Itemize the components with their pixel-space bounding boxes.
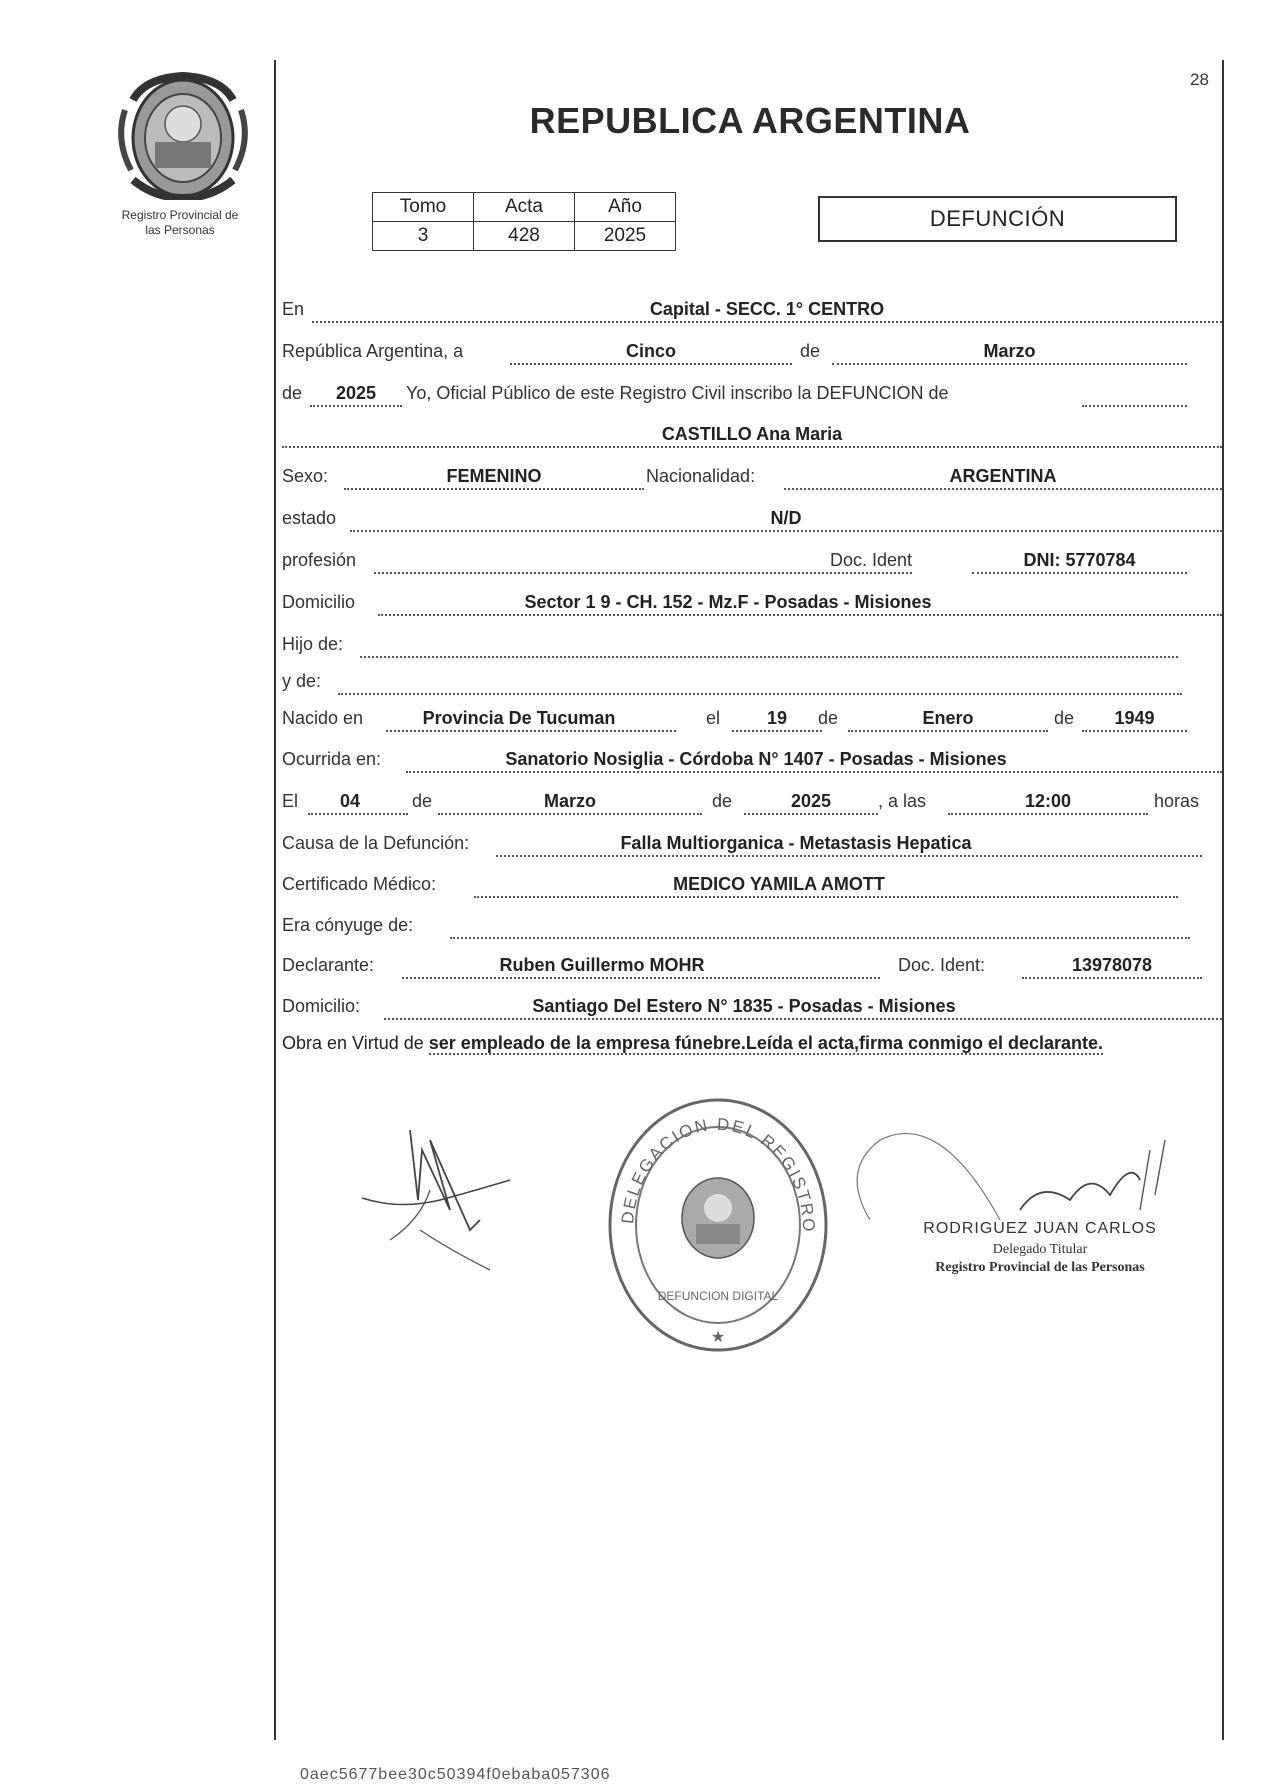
- row-profesion: [282, 546, 1222, 574]
- document-title: REPUBLICA ARGENTINA: [529, 100, 971, 141]
- value-causa: Falla Multiorganica - Metastasis Hepatica: [620, 833, 972, 853]
- registry-value-ano: 2025: [575, 222, 676, 251]
- label-nacionalidad: Nacionalidad:: [646, 466, 756, 486]
- dotted-line: [450, 911, 1190, 939]
- label-domicilio: Domicilio:: [282, 996, 361, 1016]
- org-caption-line2: las Personas: [145, 223, 215, 237]
- label-de: de: [282, 383, 303, 403]
- stamp-inner-text: DEFUNCION DIGITAL: [657, 1289, 779, 1303]
- label-a-las: , a las: [878, 791, 927, 811]
- value-death-place: Sanatorio Nosiglia - Córdoba N° 1407 - Posadas - Misiones: [505, 749, 1007, 769]
- value-birth-year: 1949: [1114, 708, 1155, 728]
- label-de: de: [712, 791, 733, 811]
- row-en: [282, 295, 1222, 323]
- official-stamp: [598, 1090, 838, 1365]
- label-hijo: Hijo de:: [282, 634, 344, 654]
- official-signature-block: [880, 1220, 1200, 1276]
- value-death-day: 04: [339, 791, 361, 811]
- label-yde: y de:: [282, 671, 322, 691]
- official-role: Delegado Titular: [992, 1242, 1088, 1257]
- row-sexo: [282, 462, 1222, 490]
- row-death-date: [282, 787, 1222, 815]
- row-yde: [282, 667, 1222, 695]
- registry-header-acta: Acta: [474, 193, 575, 222]
- label-certificado: Certificado Médico:: [282, 874, 437, 894]
- value-obra: ser empleado de la empresa fúnebre.Leída el acta,firma conmigo el declarante.: [428, 1033, 1104, 1053]
- row-conyuge: [282, 911, 1222, 939]
- value-estado: N/D: [770, 508, 802, 528]
- value-death-time: 12:00: [1024, 791, 1072, 811]
- value-domicilio: Sector 1 9 - CH. 152 - Mz.F - Posadas - Misiones: [524, 592, 932, 612]
- row-ocurrida: [282, 745, 1222, 773]
- registry-header-ano: Año: [575, 193, 676, 222]
- registry-value-tomo: 3: [373, 222, 474, 251]
- row-obra-virtud: [282, 1030, 1212, 1057]
- left-margin-line: [274, 60, 276, 1740]
- label-republica: República Argentina, a: [282, 341, 464, 361]
- label-domicilio: Domicilio: [282, 592, 356, 612]
- label-en: En: [282, 299, 305, 319]
- value-birth-day: 19: [766, 708, 788, 728]
- label-el: El: [282, 791, 299, 811]
- label-doc-ident: Doc. Ident: [830, 550, 913, 570]
- value-day: Cinco: [625, 341, 676, 361]
- right-margin-line: [1222, 60, 1224, 1740]
- label-causa: Causa de la Defunción:: [282, 833, 470, 853]
- dotted-line: [360, 630, 1178, 658]
- value-birth-month: Enero: [922, 708, 974, 728]
- stamp-star-icon: ★: [710, 1329, 726, 1346]
- value-death-month: Marzo: [543, 791, 596, 811]
- label-sexo: Sexo:: [282, 466, 329, 486]
- value-birth-place: Provincia De Tucuman: [422, 708, 616, 728]
- row-declarante: [282, 951, 1222, 979]
- label-declarante: Declarante:: [282, 955, 375, 975]
- row-intro: [282, 379, 1222, 407]
- value-certificado: MEDICO YAMILA AMOTT: [673, 874, 885, 894]
- label-de: de: [818, 708, 839, 728]
- value-declarante: Ruben Guillermo MOHR: [499, 955, 705, 975]
- row-estado: [282, 504, 1222, 532]
- registry-table: [372, 192, 676, 251]
- row-name: [282, 420, 1222, 448]
- label-ocurrida: Ocurrida en:: [282, 749, 382, 769]
- label-estado: estado: [282, 508, 337, 528]
- province-seal-logo: [115, 70, 255, 205]
- value-place: Capital - SECC. 1° CENTRO: [649, 299, 885, 319]
- value-month: Marzo: [983, 341, 1036, 361]
- registry-header-tomo: Tomo: [373, 193, 474, 222]
- value-sexo: FEMENINO: [446, 466, 542, 486]
- value-doc-ident: DNI: 5770784: [1023, 550, 1136, 570]
- value-death-year: 2025: [790, 791, 832, 811]
- official-name: RODRIGUEZ JUAN CARLOS: [923, 1220, 1157, 1237]
- document-kind: DEFUNCIÓN: [818, 196, 1177, 242]
- row-hijo: [282, 630, 1222, 658]
- stamp-text: DELEGACION DEL REGISTRO: [618, 1114, 819, 1234]
- label-doc-ident: Doc. Ident:: [898, 955, 986, 975]
- declarant-signature: [360, 1120, 540, 1285]
- page-number: 28: [1190, 70, 1209, 89]
- value-nacionalidad: ARGENTINA: [949, 466, 1057, 486]
- org-caption: [95, 208, 265, 238]
- dotted-line: [1082, 379, 1187, 407]
- value-domicilio-declarante: Santiago Del Estero N° 1835 - Posadas - Misiones: [532, 996, 956, 1016]
- intro-text: Yo, Oficial Público de este Registro Civil inscribo la DEFUNCION de: [406, 383, 949, 403]
- row-causa: [282, 829, 1222, 857]
- dotted-line: [338, 667, 1182, 695]
- org-caption-line1: Registro Provincial de: [121, 208, 239, 222]
- row-domicilio: [282, 588, 1222, 616]
- document-hash: 0aec5677bee30c50394f0ebaba057306: [300, 1766, 611, 1783]
- row-date: [282, 337, 1222, 365]
- label-profesion: profesión: [282, 550, 357, 570]
- label-de: de: [1054, 708, 1075, 728]
- value-deceased-name: CASTILLO Ana Maria: [661, 424, 843, 444]
- value-declarante-doc: 13978078: [1071, 955, 1153, 975]
- official-org: Registro Provincial de las Personas: [935, 1260, 1145, 1275]
- row-domicilio-declarante: [282, 992, 1222, 1020]
- row-certificado: [282, 870, 1222, 898]
- label-de: de: [412, 791, 433, 811]
- label-horas: horas: [1154, 791, 1200, 811]
- value-year: 2025: [335, 383, 377, 403]
- label-conyuge: Era cónyuge de:: [282, 915, 414, 935]
- registry-value-acta: 428: [474, 222, 575, 251]
- label-el: el: [706, 708, 721, 728]
- label-obra: Obra en Virtud de: [282, 1033, 424, 1053]
- label-de: de: [800, 341, 821, 361]
- label-nacido: Nacido en: [282, 708, 364, 728]
- row-nacido: [282, 704, 1222, 732]
